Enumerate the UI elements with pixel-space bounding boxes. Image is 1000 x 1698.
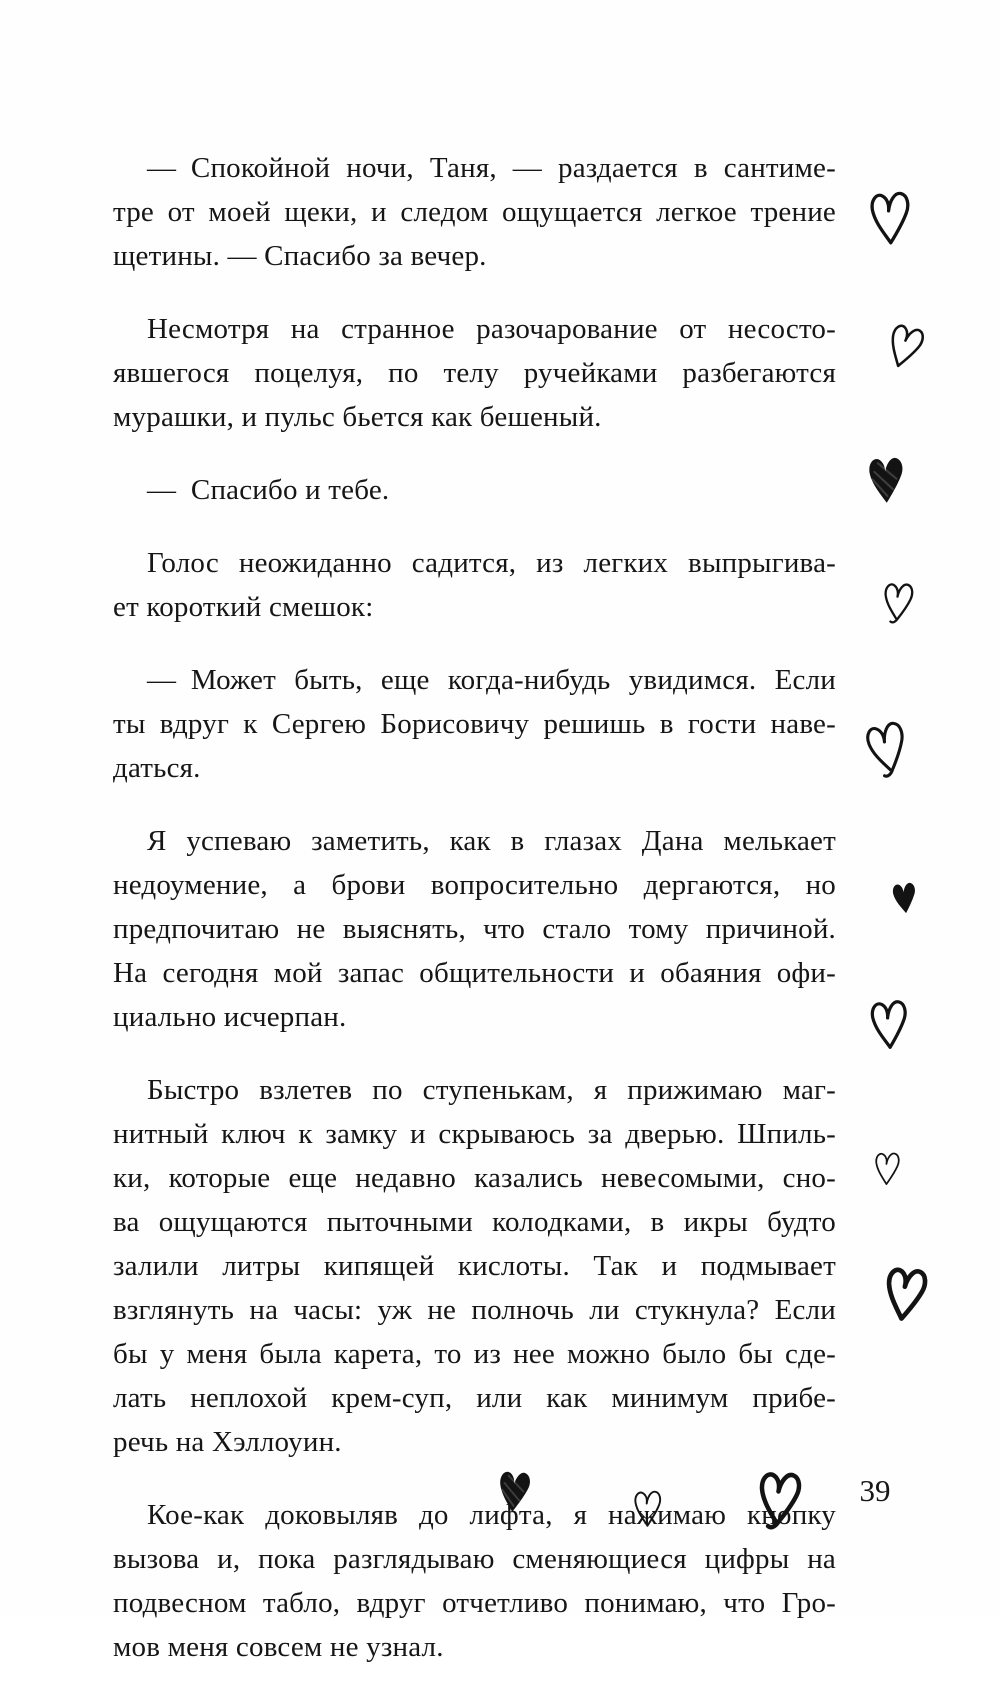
text-line: — Может быть, еще когда-нибудь увидимся. Если bbox=[147, 664, 836, 696]
text-line: речь на Хэллоуин. bbox=[113, 1426, 342, 1458]
text-line: даться. bbox=[113, 752, 201, 784]
heart-outline-icon bbox=[880, 578, 916, 626]
text-line: Я успеваю заметить, как в глазах Дана мелькает bbox=[147, 825, 836, 857]
text-line: залили литры кипящей кислоты. Так и подмывает bbox=[113, 1250, 836, 1282]
text-line: циально исчерпан. bbox=[113, 1001, 347, 1033]
text-line: недоумение, а брови вопросительно дергаются, но bbox=[113, 869, 836, 901]
text-line: лать неплохой крем-суп, или как минимум прибе- bbox=[113, 1382, 836, 1414]
heart-filled-icon bbox=[887, 877, 922, 918]
heart-outline-icon bbox=[867, 186, 912, 250]
text-line: На сегодня мой запас общительности и обаяния офи- bbox=[113, 957, 836, 989]
text-line: Голос неожиданно садится, из легких выпрыгива- bbox=[147, 547, 836, 579]
text-line: ет короткий смешок: bbox=[113, 591, 374, 623]
heart-outline-icon bbox=[879, 317, 929, 377]
text-line: взглянуть на часы: уж не полночь ли стукнула? Если bbox=[113, 1294, 836, 1326]
text-line: нитный ключ к замку и скрываюсь за дверью. Шпиль- bbox=[113, 1118, 836, 1150]
heart-outline-thick-icon bbox=[753, 1465, 805, 1532]
text-line: Быстро взлетев по ступенькам, я прижимаю маг- bbox=[147, 1074, 836, 1106]
page-text bbox=[113, 146, 836, 1698]
text-line: бы у меня была карета, то из нее можно было бы сде- bbox=[113, 1338, 836, 1370]
page-number: 39 bbox=[859, 1473, 891, 1508]
text-line: предпочитаю не выяснять, что стало тому причиной. bbox=[113, 913, 836, 945]
text-line: — Спасибо и тебе. bbox=[147, 474, 390, 506]
text-line: Кое-как доковыляв до лифта, я нажимаю кнопку bbox=[147, 1499, 836, 1531]
text-line: ва ощущаются пыточными колодками, в икры будто bbox=[113, 1206, 836, 1238]
heart-outline-icon bbox=[872, 1149, 903, 1189]
heart-outline-tail-icon bbox=[860, 713, 913, 783]
text-line: вызова и, пока разглядываю сменяющиеся цифры на bbox=[113, 1543, 836, 1575]
text-line: мов меня совсем не узнал. bbox=[113, 1631, 444, 1663]
heart-outline-thick-icon bbox=[879, 1261, 930, 1328]
text-line: мурашки, и пульс бьется как бешеный. bbox=[113, 401, 602, 433]
heart-filled-scribble-icon bbox=[489, 1464, 539, 1519]
text-line: Несмотря на странное разочарование от несосто- bbox=[147, 313, 836, 345]
text-line: тре от моей щеки, и следом ощущается легкое трение bbox=[113, 196, 836, 228]
text-line: подвесном табло, вдруг отчетливо понимаю, что Гро- bbox=[113, 1587, 836, 1619]
text-line: — Спокойной ночи, Таня, — раздается в сантиме- bbox=[147, 152, 836, 184]
heart-outline-icon bbox=[629, 1487, 667, 1531]
heart-outline-icon bbox=[866, 995, 912, 1055]
heart-filled-scribble-icon bbox=[866, 449, 906, 510]
text-line: щетины. — Спасибо за вечер. bbox=[113, 240, 487, 272]
text-line: явшегося поцелуя, по телу ручейками разбегаются bbox=[113, 357, 836, 389]
text-line: ты вдруг к Сергею Борисовичу решишь в гости наве- bbox=[113, 708, 836, 740]
text-line: ки, которые еще недавно казались невесомыми, сно- bbox=[113, 1162, 836, 1194]
